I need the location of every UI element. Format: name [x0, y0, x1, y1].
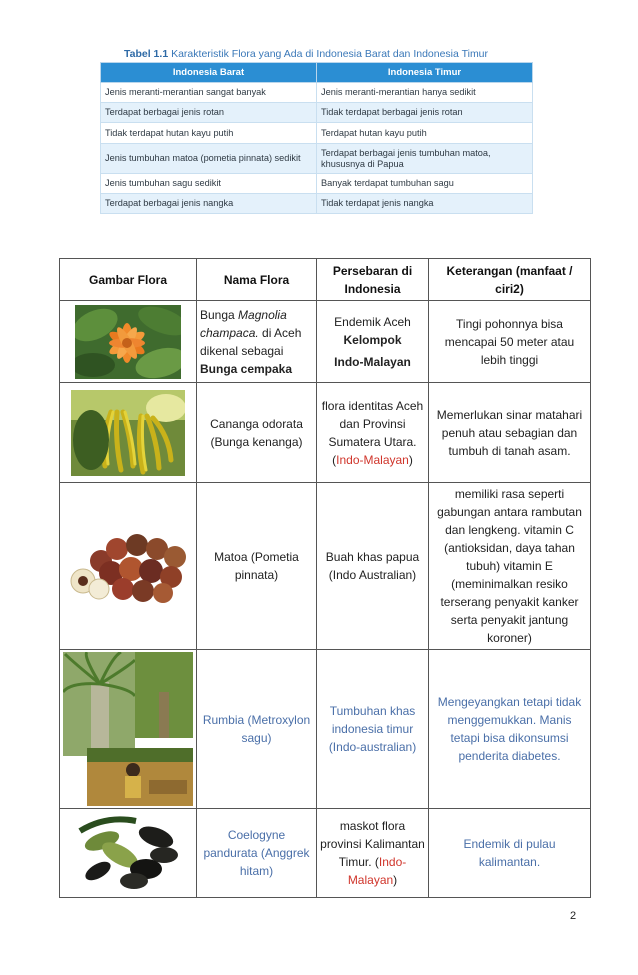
image-cell — [60, 809, 197, 898]
kenanga-flower-image — [71, 390, 185, 476]
table1-cell: Banyak terdapat tumbuhan sagu — [317, 174, 533, 194]
distribution-cell — [317, 301, 429, 383]
table1-cell: Terdapat hutan kayu putih — [317, 123, 533, 144]
table-row — [60, 809, 591, 898]
flora-name-cell — [197, 301, 317, 383]
image-cell — [60, 650, 197, 809]
cempaka-flower-image — [75, 305, 181, 379]
distribution-cell: Buah khas papua (Indo Australian) — [317, 483, 429, 650]
header-gambar-flora: Gambar Flora — [60, 259, 197, 301]
description-cell: Memerlukan sinar matahari penuh atau sebagian dan tumbuh di tanah asam. — [429, 383, 591, 483]
table-row — [60, 483, 591, 650]
table1-cell: Jenis meranti-merantian hanya sedikit — [317, 83, 533, 103]
table1-cell: Tidak terdapat berbagai jenis rotan — [317, 103, 533, 123]
table1-cell: Tidak terdapat hutan kayu putih — [101, 123, 317, 144]
flora-characteristics-table — [100, 62, 533, 214]
page-number: 2 — [570, 910, 577, 922]
table-row — [60, 650, 591, 809]
flora-name-cell: Matoa (Pometia pinnata) — [197, 483, 317, 650]
matoa-fruit-image — [67, 527, 189, 605]
flora-name-cell: Cananga odorata (Bunga kenanga) — [197, 383, 317, 483]
flora-table — [59, 258, 591, 898]
distribution-region: Indo-Malayan — [336, 452, 409, 467]
table1-cell: Terdapat berbagai jenis nangka — [101, 194, 317, 214]
distribution-region: Indo-Malayan — [334, 354, 411, 369]
table-row — [60, 301, 591, 383]
description-cell: Mengeyangkan tetapi tidak menggemukkan. Manis tetapi bisa dikonsumsi penderita diabetes. — [429, 650, 591, 809]
distribution-text: Endemik Aceh — [334, 314, 411, 329]
table1-cell: Terdapat berbagai jenis rotan — [101, 103, 317, 123]
header-keterangan: Keterangan (manfaat / ciri2) — [429, 259, 591, 301]
table1-header-barat: Indonesia Barat — [101, 63, 317, 83]
flora-name-cell: Rumbia (Metroxylon sagu) — [197, 650, 317, 809]
header-persebaran: Persebaran di Indonesia — [317, 259, 429, 301]
table1-header-timur: Indonesia Timur — [317, 63, 533, 83]
table1-cell: Tidak terdapat jenis nangka — [317, 194, 533, 214]
table1-caption-prefix: Tabel 1.1 — [124, 48, 169, 60]
local-name: Bunga cempaka — [200, 361, 293, 376]
distribution-cell: Tumbuhan khas indonesia timur (Indo-australian) — [317, 650, 429, 809]
image-cell — [60, 383, 197, 483]
table1-caption — [124, 48, 488, 60]
distribution-text: ) — [393, 873, 398, 887]
rumbia-palm-image — [63, 652, 193, 806]
scientific-name: Magnolia champaca. — [200, 307, 287, 340]
flora-name-cell: Coelogyne pandurata (Anggrek hitam) — [197, 809, 317, 898]
table1-cell: Jenis meranti-merantian sangat banyak — [101, 83, 317, 103]
description-cell: Endemik di pulau kalimantan. — [429, 809, 591, 898]
distribution-text: maskot flora provinsi Kalimantan Timur. ( — [320, 819, 425, 869]
distribution-region: Indo-Malayan — [347, 855, 407, 887]
image-cell — [60, 483, 197, 650]
distribution-cell — [317, 383, 429, 483]
distribution-cell — [317, 809, 429, 898]
header-nama-flora: Nama Flora — [197, 259, 317, 301]
table1-cell: Terdapat berbagai jenis tumbuhan matoa, khususnya di Papua — [317, 144, 533, 174]
description-cell: Tingi pohonnya bisa mencapai 50 meter atau lebih tinggi — [429, 301, 591, 383]
distribution-group: Kelompok — [343, 332, 402, 347]
name-text: di Aceh dikenal sebagai — [200, 325, 302, 358]
distribution-text: flora identitas Aceh dan Provinsi Sumatera Utara. ( — [321, 398, 424, 467]
distribution-text: ) — [408, 452, 413, 467]
table-row — [60, 383, 591, 483]
description-cell: memiliki rasa seperti gabungan antara rambutan dan lengkeng. vitamin C (antioksidan, daya tahan tubuh) vitamin E (meminimalkan resiko terserang penyakit kanker serta penyakit jantung koroner) — [429, 483, 591, 650]
table1-caption-text: Karakteristik Flora yang Ada di Indonesia Barat dan Indonesia Timur — [171, 48, 489, 60]
name-text: Bunga — [200, 307, 239, 322]
image-cell — [60, 301, 197, 383]
table1-cell: Jenis tumbuhan sagu sedikit — [101, 174, 317, 194]
table1-cell: Jenis tumbuhan matoa (pometia pinnata) sedikit — [101, 144, 317, 174]
anggrek-hitam-image — [76, 811, 180, 895]
